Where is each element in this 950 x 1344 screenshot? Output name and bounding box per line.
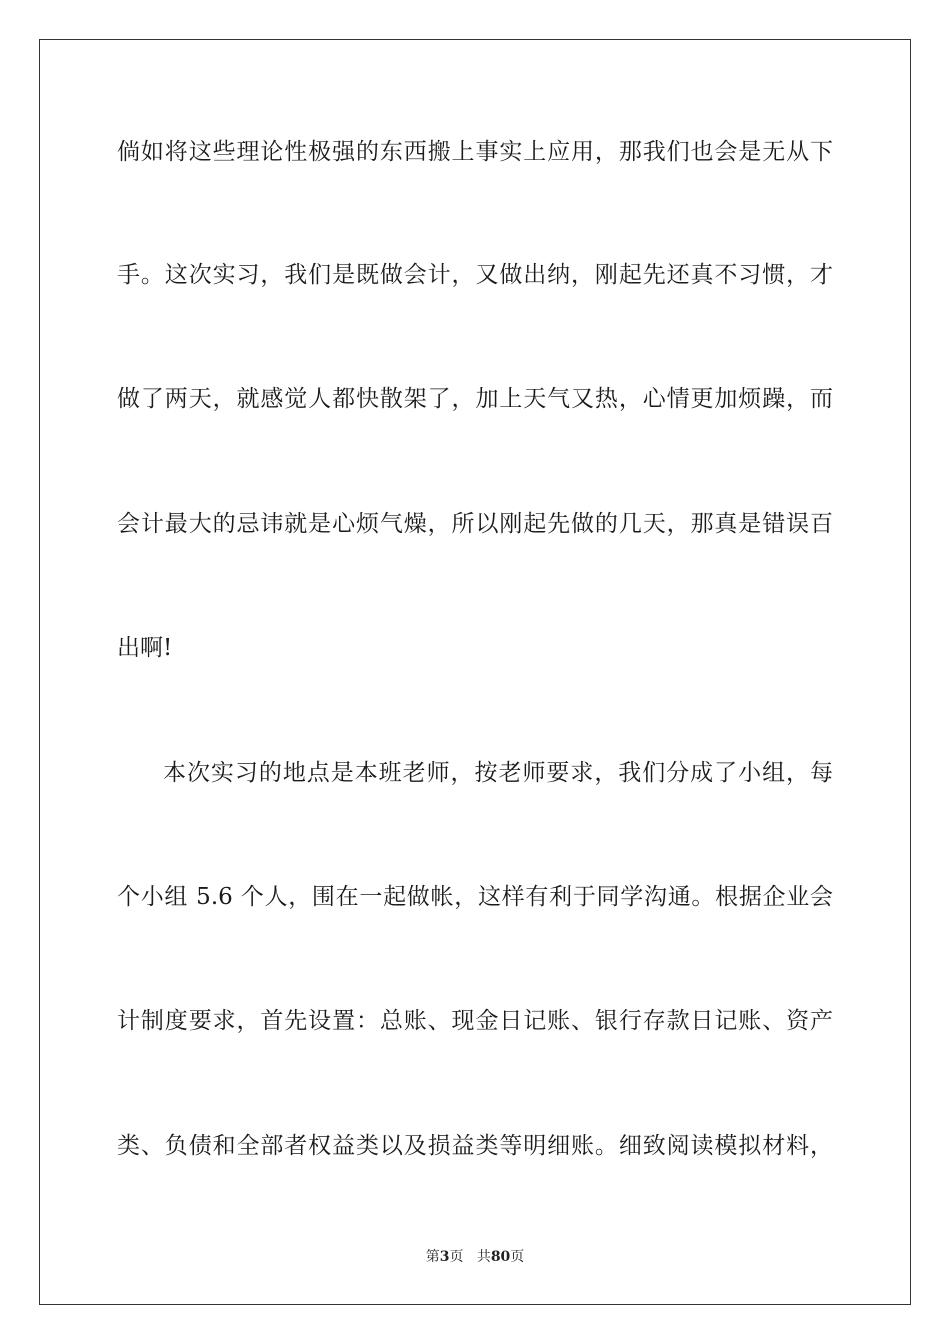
- text-line: 倘如将这些理论性极强的东西搬上事实上应用，那我们也会是无从下: [117, 139, 833, 165]
- total-label-prefix: 共: [476, 1249, 491, 1265]
- text-line: 手。这次实习，我们是既做会计，又做出纳，刚起先还真不习惯，才: [117, 262, 833, 288]
- text-line: 做了两天，就感觉人都快散架了，加上天气又热，心情更加烦躁，而: [117, 386, 833, 412]
- page-border: [39, 39, 911, 1305]
- text-line: 计制度要求，首先设置：总账、现金日记账、银行存款日记账、资产: [117, 1008, 833, 1034]
- total-page-count: 80: [490, 1249, 511, 1265]
- total-label-suffix: 页: [510, 1249, 525, 1265]
- text-line: 会计最大的忌讳就是心烦气燥，所以刚起先做的几天，那真是错误百: [117, 511, 833, 537]
- page-label-suffix: 页: [449, 1249, 464, 1265]
- text-line: 本次实习的地点是本班老师，按老师要求，我们分成了小组，每: [163, 760, 833, 786]
- page-label-prefix: 第: [425, 1249, 440, 1265]
- text-line: 出啊!: [117, 635, 173, 661]
- page-footer: [0, 1248, 950, 1266]
- text-line: 个小组 5.6 个人，围在一起做帐，这样有利于同学沟通。根据企业会: [117, 884, 833, 910]
- text-line: 类、负债和全部者权益类以及损益类等明细账。细致阅读模拟材料，: [117, 1133, 833, 1159]
- current-page-number: 3: [439, 1249, 450, 1265]
